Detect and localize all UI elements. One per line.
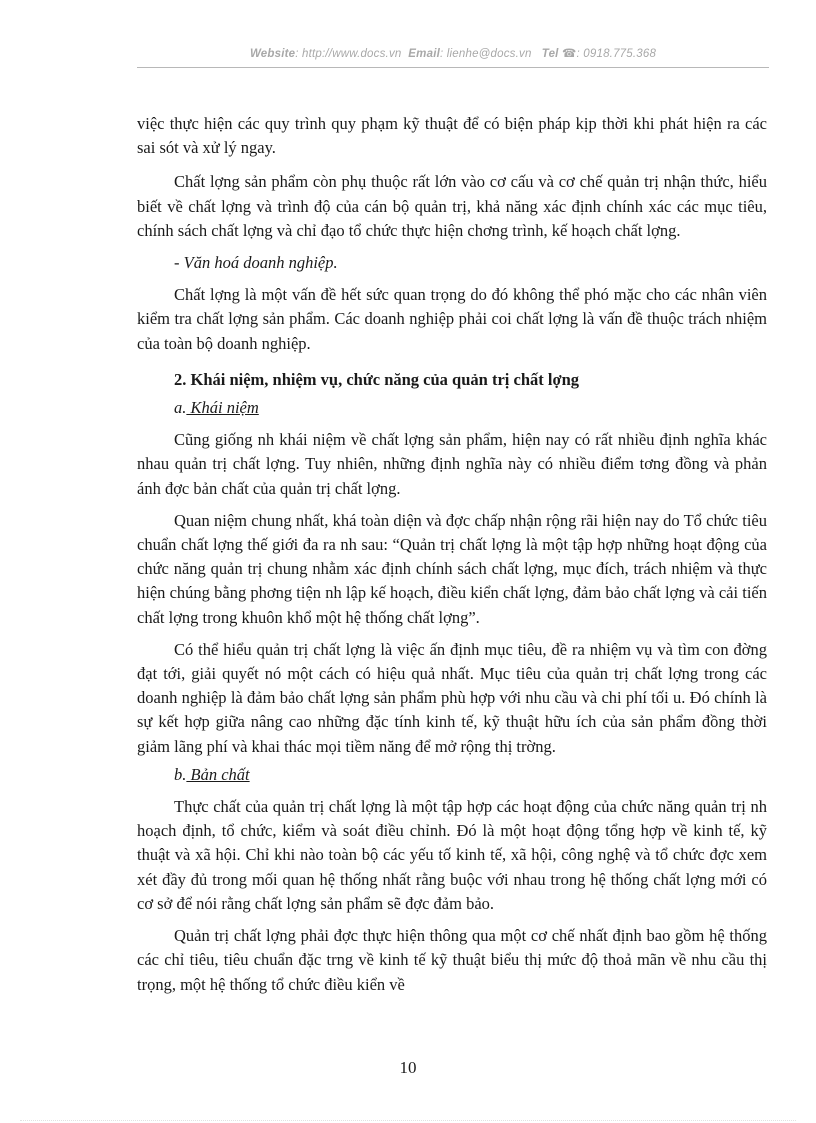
- page-header: [137, 46, 769, 60]
- email-value: : lienhe@docs.vn: [439, 48, 532, 60]
- section-title: 2. Khái niệm, nhiệm vụ, chức năng của quản trị chất lợng: [174, 369, 580, 389]
- subsection-a-heading: [137, 396, 767, 420]
- document-body: [137, 112, 767, 997]
- paragraph: Chất lợng là một vấn đề hết sức quan trọng do đó không thể phó mặc cho các nhân viên kiểm tra chất lợng sản phẩm. Các doanh nghiệp phải coi chất lợng là vấn đề thuộc trách nhiệm của toàn bộ doanh nghiệp.: [137, 285, 767, 353]
- footer-divider: [20, 1120, 796, 1121]
- paragraph: Thực chất của quản trị chất lợng là một tập hợp các hoạt động của chức năng quản trị nh hoạch định, tổ chức, kiểm và soát điều chỉnh. Đó là một hoạt động tổng hợp về kinh tế, kỹ thuật và xã hội. Chỉ khi nào toàn bộ các yếu tố kinh tế, xã hội, công nghệ và tổ chức đợc xem xét đầy đủ trong mối quan hệ thống nhất rằng buộc với nhau trong hệ thống chất lợng mới có cơ sở để nói rằng chất lợng sản phẩm sẽ đợc đảm bảo.: [137, 797, 767, 913]
- paragraph: Quan niệm chung nhất, khá toàn diện và đợc chấp nhận rộng rãi hiện nay do Tổ chức tiêu chuẩn chất lợng thế giới đa ra nh sau: “Quản trị chất lợng là một tập hợp những hoạt động của chức năng quản trị chung nhằm xác định chính sách chất lợng, mục đích, trách nhiệm và thực hiện chúng bằng phơng tiện nh lập kế hoạch, điều kiển chất lợng, đảm bảo chất lợng và cải tiến chất lợng trong khuôn khổ một hệ thống chất lợng”.: [137, 510, 767, 627]
- paragraph: Chất lợng sản phẩm còn phụ thuộc rất lớn vào cơ cấu và cơ chế quản trị nhận thức, hiểu biết về chất lợng và trình độ của cán bộ quản trị, khả năng xác định chính xác các mục tiêu, chính sách chất lợng và chỉ đạo tổ chức thực hiện chơng trình, kế hoạch chất lợng.: [137, 172, 767, 240]
- subsection-b-heading: [137, 763, 767, 787]
- tel-label: Tel: [541, 48, 559, 60]
- subsection-b-prefix: b.: [174, 764, 187, 784]
- page-number: 10: [399, 1058, 417, 1077]
- paragraph: Cũng giống nh khái niệm về chất lợng sản phẩm, hiện nay có rất nhiều định nghĩa khác nhau quản trị chất lợng. Tuy nhiên, những định nghĩa này có nhiều điểm tơng đồng và phản ánh đợc bản chất của quản trị chất lợng.: [137, 430, 767, 498]
- paragraph: việc thực hiện các quy trình quy phạm kỹ thuật để có biện pháp kịp thời khi phát hiện ra các sai sót và xử lý ngay.: [137, 114, 767, 158]
- subsection-a-prefix: a.: [174, 398, 187, 418]
- header-divider: [137, 67, 769, 68]
- paragraph: Quản trị chất lợng phải đợc thực hiện thông qua một cơ chế nhất định bao gồm hệ thống các chỉ tiêu, tiêu chuẩn đặc trng về kinh tế kỹ thuật biểu thị mức độ thoả mãn về nhu cầu thị trọng, một hệ thống tổ chức điều kiển về: [137, 926, 767, 994]
- tel-value: : 0918.775.368: [576, 48, 657, 60]
- phone-icon: ☎: [561, 48, 577, 60]
- list-item-heading: - Văn hoá doanh nghiệp.: [174, 253, 338, 273]
- website-label: Website: [249, 48, 296, 60]
- subsection-b-title: Bản chất: [186, 764, 250, 784]
- paragraph: Có thể hiểu quản trị chất lợng là việc ấn định mục tiêu, đề ra nhiệm vụ và tìm con đờng đạt tới, giải quyết nó một cách có hiệu quả nhất. Mục tiêu của quản trị chất lợng trong các doanh nghiệp là đảm bảo chất lợng sản phẩm phù hợp với nhu cầu và chi phí tối u. Đó chính là sự kết hợp giữa nâng cao những đặc tính kinh tế, kỹ thuật hữu ích của sản phẩm đồng thời giảm lãng phí và khai thác mọi tiềm năng để mở rộng thị trờng.: [137, 639, 767, 756]
- email-label: Email: [408, 48, 440, 60]
- subsection-a-title: Khái niệm: [186, 398, 259, 418]
- website-value: : http://www.docs.vn: [295, 48, 402, 60]
